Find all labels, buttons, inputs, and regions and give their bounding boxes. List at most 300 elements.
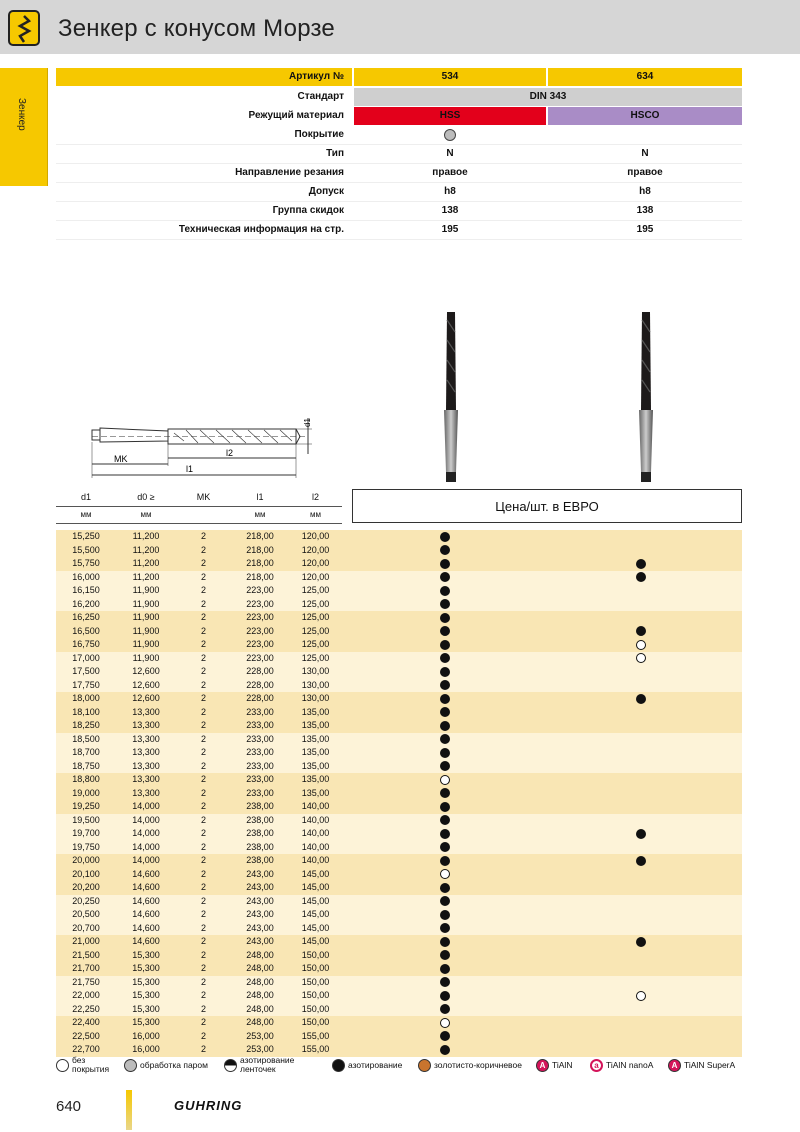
open-circle-icon: [636, 640, 646, 650]
legend-label: азотирование ленточек: [240, 1055, 295, 1074]
table-cell: 19,250: [72, 801, 100, 811]
table-cell: 2: [200, 612, 206, 622]
table-cell: 15,300: [132, 963, 160, 973]
table-cell: 150,00: [301, 1003, 330, 1014]
table-row: [56, 571, 742, 585]
table-cell: 218,00: [246, 531, 274, 541]
table-row: [56, 652, 742, 666]
legend-item: [536, 1055, 572, 1075]
brand-logo: GUHRING: [174, 1098, 243, 1113]
unit: мм: [116, 506, 176, 523]
col-l2: l2: [289, 489, 342, 506]
techinfo-534: 195: [441, 224, 459, 235]
table-row: [56, 544, 742, 558]
availability-cell: [352, 692, 742, 706]
table-cell: 2: [200, 1030, 206, 1041]
table-cell: 228,00: [246, 666, 274, 676]
table-cell: 233,00: [246, 720, 274, 730]
type-634: N: [641, 148, 649, 159]
table-cell: 16,000: [72, 571, 100, 582]
table-cell: 13,300: [132, 787, 160, 798]
table-cell: 14,600: [132, 868, 160, 879]
d1-label: d1: [303, 418, 312, 427]
table-cell: 233,00: [246, 787, 274, 798]
material-hsco: HSCO: [548, 107, 742, 125]
table-cell: 243,00: [246, 922, 274, 933]
table-cell: 14,000: [132, 814, 160, 825]
table-row: [56, 854, 742, 868]
table-cell: 20,500: [72, 909, 100, 919]
col-mk: MK: [176, 489, 231, 506]
table-cell: 140,00: [301, 841, 330, 852]
availability-cell: [352, 989, 742, 1003]
table-cell: 135,00: [301, 774, 330, 784]
table-cell: 22,400: [72, 1017, 100, 1027]
filled-circle-icon: [440, 559, 450, 569]
table-cell: 135,00: [301, 787, 330, 798]
spec-label: Артикул №: [56, 68, 352, 86]
table-cell: 130,00: [301, 693, 330, 703]
table-row: [56, 962, 742, 976]
table-row: [56, 733, 742, 747]
legend-label: обработка паром: [140, 1060, 208, 1070]
table-row: [56, 760, 742, 774]
spec-label: Техническая информация на стр.: [178, 224, 344, 235]
filled-circle-icon: [440, 599, 450, 609]
table-row: [56, 611, 742, 625]
open-circle-icon: [440, 775, 450, 785]
availability-cell: [352, 854, 742, 868]
standard-value: DIN 343: [354, 88, 742, 106]
price-header: Цена/шт. в ЕВРО: [352, 489, 742, 523]
table-cell: 16,200: [72, 598, 100, 609]
table-cell: 13,300: [132, 706, 160, 717]
unit: [176, 506, 231, 523]
table-cell: 15,750: [72, 558, 100, 568]
table-cell: 120,00: [301, 544, 330, 555]
filled-circle-icon: [440, 586, 450, 596]
table-cell: 2: [200, 949, 206, 960]
table-row: [56, 1003, 742, 1017]
table-cell: 125,00: [301, 639, 330, 649]
availability-cell: [352, 544, 742, 558]
table-cell: 19,000: [72, 787, 100, 798]
table-cell: 11,900: [132, 598, 160, 609]
filled-circle-icon: [440, 815, 450, 825]
table-cell: 12,600: [132, 693, 160, 703]
table-row: [56, 719, 742, 733]
table-cell: 150,00: [301, 949, 330, 960]
table-row: [56, 949, 742, 963]
table-cell: 135,00: [301, 720, 330, 730]
table-cell: 14,000: [132, 855, 160, 865]
table-row: [56, 868, 742, 882]
availability-cell: [352, 1003, 742, 1017]
filled-circle-icon: [440, 977, 450, 987]
table-cell: 13,300: [132, 774, 160, 784]
table-cell: 17,000: [72, 652, 100, 663]
l2-label: l2: [226, 448, 234, 458]
legend-item: [590, 1055, 653, 1075]
table-cell: 140,00: [301, 801, 330, 811]
table-cell: 16,000: [132, 1044, 160, 1054]
table-cell: 145,00: [301, 868, 330, 879]
table-cell: 145,00: [301, 922, 330, 933]
availability-cell: [352, 814, 742, 828]
table-cell: 2: [200, 963, 206, 973]
table-cell: 145,00: [301, 895, 330, 906]
table-cell: 125,00: [301, 585, 330, 595]
table-cell: 18,700: [72, 747, 100, 757]
legend: [56, 1055, 742, 1075]
table-cell: 2: [200, 760, 206, 771]
table-cell: 19,500: [72, 814, 100, 825]
table-row: [56, 598, 742, 612]
table-cell: 243,00: [246, 868, 274, 879]
availability-cell: [352, 773, 742, 787]
table-row: [56, 787, 742, 801]
table-cell: 135,00: [301, 706, 330, 717]
spec-label: Допуск: [308, 186, 344, 197]
table-cell: 238,00: [246, 814, 274, 825]
spec-label: Покрытие: [294, 129, 344, 140]
spec-discount: [56, 202, 742, 221]
table-row: [56, 584, 742, 598]
filled-circle-icon: [636, 626, 646, 636]
discount-534: 138: [441, 205, 459, 216]
legend-item: [668, 1055, 735, 1075]
legend-label: TiAlN nanoA: [606, 1060, 654, 1070]
availability-cell: [352, 571, 742, 585]
table-cell: 21,700: [72, 963, 100, 973]
spec-type: [56, 145, 742, 164]
filled-circle-icon: [440, 572, 450, 582]
table-row: [56, 841, 742, 855]
side-tab-label: Зенкер: [16, 98, 27, 131]
filled-circle-icon: [440, 667, 450, 677]
table-cell: 18,100: [72, 706, 100, 717]
table-row: [56, 773, 742, 787]
table-cell: 2: [200, 544, 206, 555]
unit: мм: [231, 506, 289, 523]
table-row: [56, 800, 742, 814]
table-cell: 150,00: [301, 963, 330, 973]
table-cell: 228,00: [246, 679, 274, 690]
table-cell: 223,00: [246, 612, 274, 622]
table-cell: 150,00: [301, 976, 330, 987]
table-row: [56, 706, 742, 720]
filled-circle-icon: [636, 856, 646, 866]
table-row: [56, 989, 742, 1003]
table-cell: 248,00: [246, 949, 274, 960]
table-cell: 18,000: [72, 693, 100, 703]
table-cell: 14,600: [132, 909, 160, 919]
table-row: [56, 692, 742, 706]
table-cell: 11,200: [132, 571, 160, 582]
availability-cell: [352, 922, 742, 936]
table-cell: 2: [200, 895, 206, 906]
tolerance-634: h8: [639, 186, 651, 197]
spec-standard: [56, 88, 742, 107]
filled-circle-icon: [440, 653, 450, 663]
availability-cell: [352, 976, 742, 990]
filled-circle-icon: [440, 802, 450, 812]
page-title: Зенкер с конусом Морзе: [58, 15, 335, 42]
spec-article: [56, 68, 742, 87]
table-row: [56, 679, 742, 693]
filled-circle-icon: [440, 950, 450, 960]
unit: мм: [289, 506, 342, 523]
availability-cell: [352, 746, 742, 760]
filled-circle-icon: [636, 694, 646, 704]
open-circle-icon: [636, 991, 646, 1001]
col-d1: d1: [56, 489, 116, 506]
table-cell: 233,00: [246, 774, 274, 784]
availability-cell: [352, 557, 742, 571]
availability-cell: [352, 530, 742, 544]
table-row: [56, 665, 742, 679]
side-tab: [0, 68, 48, 186]
spec-label: Группа скидок: [272, 205, 344, 216]
availability-cell: [352, 584, 742, 598]
table-cell: 253,00: [246, 1044, 274, 1054]
table-row: [56, 908, 742, 922]
table-cell: 11,200: [132, 558, 160, 568]
table-cell: 2: [200, 598, 206, 609]
techinfo-634: 195: [636, 224, 654, 235]
legend-label: TiAlN: [552, 1060, 573, 1070]
availability-cell: [352, 598, 742, 612]
material-hss: HSS: [354, 107, 546, 125]
table-cell: 233,00: [246, 747, 274, 757]
table-row: [56, 557, 742, 571]
filled-circle-icon: [636, 829, 646, 839]
table-cell: 155,00: [301, 1044, 330, 1054]
table-row: [56, 895, 742, 909]
availability-cell: [352, 611, 742, 625]
table-cell: 150,00: [301, 990, 330, 1000]
spec-label: Стандарт: [297, 91, 344, 102]
table-cell: 13,300: [132, 760, 160, 771]
table-cell: 140,00: [301, 855, 330, 865]
legend-item: [418, 1055, 522, 1075]
table-cell: 238,00: [246, 801, 274, 811]
availability-cell: [352, 706, 742, 720]
availability-cell: [352, 868, 742, 882]
table-cell: 125,00: [301, 652, 330, 663]
availability-cell: [352, 1030, 742, 1044]
legend-label: без покрытия: [72, 1055, 110, 1074]
legend-label: золотисто-коричневое: [434, 1060, 522, 1070]
availability-cell: [352, 841, 742, 855]
mk-label: MK: [114, 454, 128, 464]
table-cell: 2: [200, 841, 206, 852]
table-cell: 223,00: [246, 652, 274, 663]
table-cell: 120,00: [301, 558, 330, 568]
table-cell: 218,00: [246, 544, 274, 555]
table-row: [56, 1016, 742, 1030]
table-row: [56, 1030, 742, 1044]
table-cell: 243,00: [246, 909, 274, 919]
table-cell: 238,00: [246, 855, 274, 865]
table-cell: 125,00: [301, 612, 330, 622]
legend-label: азотирование: [348, 1060, 403, 1070]
availability-cell: [352, 827, 742, 841]
availability-cell: [352, 625, 742, 639]
spec-material: [56, 107, 742, 126]
availability-cell: [352, 949, 742, 963]
dimension-table-header: [56, 489, 342, 524]
spec-label: Тип: [326, 148, 344, 159]
availability-cell: [352, 652, 742, 666]
availability-cell: [352, 638, 742, 652]
filled-circle-icon: [440, 788, 450, 798]
table-cell: 13,300: [132, 747, 160, 757]
table-cell: 2: [200, 909, 206, 919]
table-cell: 16,750: [72, 639, 100, 649]
table-cell: 21,500: [72, 949, 100, 960]
table-cell: 248,00: [246, 990, 274, 1000]
table-cell: 248,00: [246, 976, 274, 987]
table-cell: 2: [200, 625, 206, 636]
table-cell: 20,000: [72, 855, 100, 865]
table-cell: 22,700: [72, 1044, 100, 1054]
table-cell: 11,900: [132, 652, 160, 663]
table-cell: 135,00: [301, 760, 330, 771]
table-cell: 248,00: [246, 1017, 274, 1027]
l1-label: l1: [186, 464, 194, 474]
table-cell: 125,00: [301, 625, 330, 636]
page-header: [0, 0, 800, 54]
table-cell: 20,100: [72, 868, 100, 879]
gray-circle-icon: [124, 1059, 137, 1072]
table-row: [56, 625, 742, 639]
table-cell: 17,500: [72, 666, 100, 676]
table-cell: 2: [200, 652, 206, 663]
availability-cell: [352, 908, 742, 922]
table-row: [56, 935, 742, 949]
table-cell: 233,00: [246, 760, 274, 771]
filled-circle-icon: [440, 842, 450, 852]
table-cell: 130,00: [301, 666, 330, 676]
table-cell: 248,00: [246, 1003, 274, 1014]
drill-logo-icon: [8, 10, 40, 46]
table-cell: 223,00: [246, 625, 274, 636]
direction-634: правое: [627, 167, 663, 178]
table-row: [56, 814, 742, 828]
spec-coating: [56, 126, 742, 145]
table-cell: 125,00: [301, 598, 330, 609]
table-row: [56, 638, 742, 652]
table-row: [56, 976, 742, 990]
availability-cell: [352, 881, 742, 895]
discount-634: 138: [636, 205, 654, 216]
filled-circle-icon: [636, 559, 646, 569]
availability-cell: [352, 800, 742, 814]
table-cell: 120,00: [301, 571, 330, 582]
legend-item: [332, 1055, 402, 1075]
filled-circle-icon: [440, 761, 450, 771]
table-cell: 18,500: [72, 733, 100, 744]
table-cell: 253,00: [246, 1030, 274, 1041]
table-cell: 11,900: [132, 625, 160, 636]
spec-label: Режущий материал: [248, 110, 344, 121]
table-cell: 223,00: [246, 639, 274, 649]
page-number: 640: [56, 1098, 82, 1115]
table-cell: 18,800: [72, 774, 100, 784]
black-circle-icon: [332, 1059, 345, 1072]
table-cell: 18,250: [72, 720, 100, 730]
unit: мм: [56, 506, 116, 523]
table-cell: 14,600: [132, 882, 160, 892]
table-cell: 228,00: [246, 693, 274, 703]
table-cell: 150,00: [301, 1017, 330, 1027]
open-circle-icon: [440, 1018, 450, 1028]
table-cell: 140,00: [301, 828, 330, 838]
table-cell: 233,00: [246, 733, 274, 744]
tialn-icon: A: [536, 1059, 549, 1072]
legend-item: [124, 1055, 208, 1075]
spec-label: Направление резания: [235, 167, 344, 178]
table-cell: 20,200: [72, 882, 100, 892]
filled-circle-icon: [440, 707, 450, 717]
table-row: [56, 530, 742, 544]
table-cell: 15,300: [132, 949, 160, 960]
table-cell: 12,600: [132, 666, 160, 676]
table-cell: 16,500: [72, 625, 100, 636]
table-cell: 2: [200, 922, 206, 933]
drill-photo-534: [436, 310, 466, 486]
filled-circle-icon: [440, 734, 450, 744]
table-cell: 140,00: [301, 814, 330, 825]
availability-cell: [352, 719, 742, 733]
table-cell: 2: [200, 990, 206, 1000]
table-cell: 22,500: [72, 1030, 100, 1041]
col-d0: d0 ≥: [116, 489, 176, 506]
table-cell: 243,00: [246, 936, 274, 946]
table-cell: 2: [200, 558, 206, 568]
availability-cell: [352, 787, 742, 801]
half-circle-icon: [224, 1059, 237, 1072]
legend-item: [56, 1055, 120, 1075]
table-cell: 233,00: [246, 706, 274, 717]
filled-circle-icon: [440, 937, 450, 947]
table-cell: 11,900: [132, 612, 160, 622]
table-cell: 145,00: [301, 936, 330, 946]
availability-cell: [352, 679, 742, 693]
table-cell: 22,000: [72, 990, 100, 1000]
table-cell: 135,00: [301, 747, 330, 757]
table-cell: 19,700: [72, 828, 100, 838]
table-cell: 15,250: [72, 531, 100, 541]
table-cell: 2: [200, 936, 206, 946]
table-cell: 13,300: [132, 733, 160, 744]
table-cell: 2: [200, 733, 206, 744]
table-cell: 218,00: [246, 558, 274, 568]
coating-cell: [354, 126, 546, 144]
table-cell: 2: [200, 855, 206, 865]
table-cell: 2: [200, 585, 206, 595]
table-cell: 2: [200, 639, 206, 649]
table-cell: 243,00: [246, 882, 274, 892]
filled-circle-icon: [440, 1031, 450, 1041]
open-circle-icon: [440, 869, 450, 879]
open-circle-icon: [56, 1059, 69, 1072]
availability-cell: [352, 760, 742, 774]
table-cell: 2: [200, 1003, 206, 1014]
filled-circle-icon: [440, 964, 450, 974]
steam-treated-icon: [444, 129, 456, 141]
